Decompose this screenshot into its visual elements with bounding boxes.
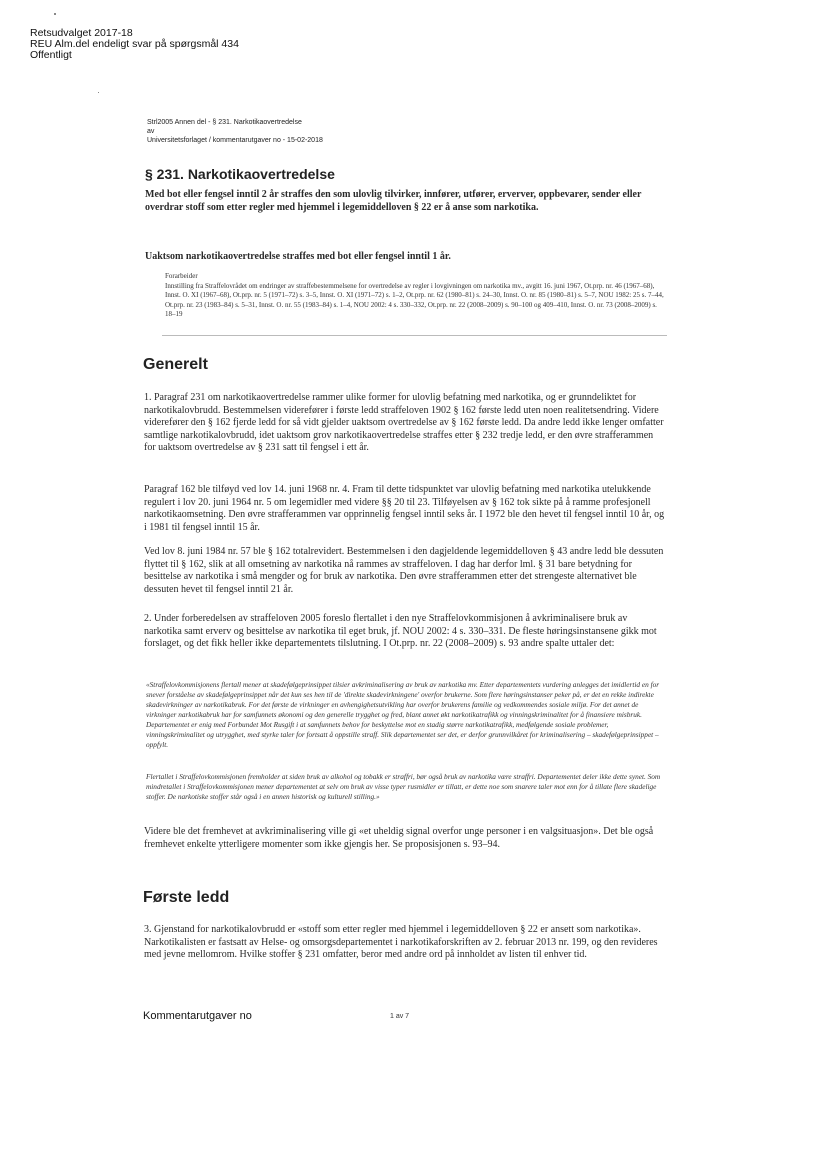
preparatory-label: Forarbeider: [165, 272, 198, 280]
scan-speck: [98, 92, 99, 93]
section-title: § 231. Narkotikaovertredelse: [145, 166, 335, 182]
paragraph-3: Ved lov 8. juni 1984 nr. 57 ble § 162 totalrevidert. Bestemmelsen i den dagjeldende legemiddelloven § 43 andre ledd ble dessuten flyttet til § 162, slik at all omsetning av narkotika nå rammes av straffeloven. I dag har derfor lml. § 31 bare betydning for besittelse av narkotika i små mengder og for bruk av narkotika. Den øvre strafferammen etter det strengeste alternativet ble dessuten hevet til fengsel inntil 21 år.: [144, 546, 664, 595]
heading-forste-ledd: Første ledd: [143, 889, 230, 906]
preparatory-works: [165, 272, 665, 320]
stamp-status: Offentligt: [30, 49, 72, 61]
document-stamp: [30, 28, 239, 61]
paragraph-4: 2. Under forberedelsen av straffeloven 2005 foreslo flertallet i den nye Straffelovkommisjonen å avkriminalisere bruk av narkotika samt erverv og besittelse av narkotika til eget bruk, jf. NOU 2002: 4 s. 330–331. De fleste høringsinstansene gikk mot forslaget, og det fikk heller ikke departementets tilslutning. I Ot.prp. nr. 22 (2008–2009) s. 93 andre spalte uttaler det:: [144, 613, 657, 650]
statute-paragraph-2: Uaktsom narkotikaovertredelse straffes med bot eller fengsel inntil 1 år.: [145, 251, 451, 262]
paragraph-1: 1. Paragraf 231 om narkotikaovertredelse rammer ulike former for ulovlig befatning med narkotika, og er grunndeliktet for narkotikalovbrudd. Bestemmelsen viderefører i første ledd straffeloven 1902 § 162 første ledd uten noen realitetsendring. Videre viderefører den § 162 fjerde ledd for så vidt gjelder uaktsom overtredelse av § 162 første ledd. Da andre ledd ikke lenger omfatter samtlige narkotikalovbrudd, idet uaktsom grov narkotikaovertredelse straffes etter § 232 tredje ledd, er den øvre strafferammen for uaktsom overtredelse av § 231 satt til fengsel i ett år.: [144, 392, 664, 454]
source-meta: [147, 118, 323, 145]
footer-source: Kommentarutgaver no: [143, 1010, 252, 1022]
source-title: Strl2005 Annen del - § 231. Narkotikaovertredelse: [147, 119, 302, 126]
source-author: av: [147, 128, 155, 135]
paragraph-6: 3. Gjenstand for narkotikalovbrudd er «stoff som etter regler med hjemmel i legemiddelloven § 22 er ansett som narkotika». Narkotikalisten er fastsatt av Helse- og omsorgsdepartementet i narkotikaforskriften av 2. februar 2013 nr. 199, og den revideres med jevne mellomrom. Hvilke stoffer § 231 omfatter, beror med andre ord på innholdet av listen til enhver tid.: [144, 924, 658, 961]
stamp-reference: REU Alm.del endeligt svar på spørgsmål 434: [30, 38, 239, 50]
stamp-committee: Retsudvalget 2017-18: [30, 27, 133, 39]
quote-2: Flertallet i Straffelovkommisjonen fremholder at siden bruk av alkohol og tobakk er straffri, bør også bruk av narkotika være straffri. Departementet deler ikke dette synet. Som mindretallet i Straffelovkommisjonen mener departementet at selv om bruk av visse typer rusmidler er tillatt, er dette noe som snarere taler mot enn for å tillate flere skadelige stoffer. De narkotiske stoffer står også i en annen historisk og kulturell stilling.»: [146, 772, 661, 801]
paragraph-2: Paragraf 162 ble tilføyd ved lov 14. juni 1968 nr. 4. Fram til dette tidspunktet var ulovlig befatning med narkotika utelukkende regulert i lov 20. juni 1964 nr. 5 om legemidler med videre §§ 20 til 23. Tilføyelsen av § 162 tok sikte på å ramme profesjonell narkotikaomsetning. Den øvre strafferammen var opprinnelig fengsel inntil seks år. I 1972 ble den hevet til fengsel inntil 10 år, og i 1981 til fengsel inntil 15 år.: [144, 484, 665, 533]
heading-generelt: Generelt: [143, 356, 208, 373]
quote-1: «Straffelovkommisjonens flertall mener at skadefølgeprinsippet tilsier avkriminalisering av bruk av narkotika mv. Etter departementets vurdering anlegges det imidlertid en for snever forståelse av skadefølgeprinsippet når det kun ses hen til de 'direkte skadevirkningene' overfor brukerne. Som flere høringsinstanser peker på, er det en rekke indirekte skadevirkninger av narkotikabruk. For det første de virkninger en avhengighetsutvikling har overfor brukerens familie og vedkommendes sosiale miljø. For det annet de virkninger narkotikabruk har for samfunnets økonomi og den generelle trygghet og fred, blant annet økt narkotikatrafikk og vinningskriminalitet for å finansiere misbruk. Departementet er enig med Forbundet Mot Rusgift i at samfunnets behov for beskyttelse mot en stadig større narkotikatrafikk, medfølgende sosiale problemer, vinningskriminalitet og utrygghet, med styrke taler for fortsatt å oppstille straff. Slik departementet ser det, er derfor grunnvilkåret for kriminalisering – skadefølgeprinsippet – oppfylt.: [146, 680, 660, 749]
divider: [162, 335, 667, 336]
preparatory-text: Innstilling fra Straffelovrådet om endringer av straffebestemmelsene for overtredelse av regler i lovgivningen om narkotika mv., avgitt 16. juni 1967, Ot.prp. nr. 46 (1967–68), Innst. O. XI (1967–68), Ot.prp. nr. 5 (1971–72) s. 3–5, Innst. O. XI (1971–72) s. 1–2, Ot.prp. nr. 62 (1980–81) s. 24–30, Innst. O. nr. 85 (1980–81) s. 5–7, NOU 1982: 25 s. 7–44, Ot.prp. nr. 23 (1983–84) s. 5–31, Innst. O. nr. 55 (1983–84) s. 1–4, NOU 2002: 4 s. 330–332, Ot.prp. nr. 22 (2008–2009) s. 90–100 og 409–410, Innst. O. nr. 73 (2008–2009) s. 18–19: [165, 281, 664, 318]
scan-speck: [54, 13, 56, 15]
source-publisher: Universitetsforlaget / kommentarutgaver no - 15-02-2018: [147, 137, 323, 144]
statute-paragraph-1: Med bot eller fengsel inntil 2 år straffes den som ulovlig tilvirker, innfører, utfører, erverver, oppbevarer, sender eller overdrar stoff som etter regler med hjemmel i legemiddelloven § 22 er å anse som narkotika.: [145, 189, 642, 213]
paragraph-5: Videre ble det fremhevet at avkriminalisering ville gi «et uheldig signal overfor unge personer i en valgsituasjon». Det ble også fremhevet enkelte ytterligere momenter som ikke gjengis her. Se proposisjonen s. 93–94.: [144, 826, 654, 850]
page-number: 1 av 7: [390, 1013, 410, 1020]
